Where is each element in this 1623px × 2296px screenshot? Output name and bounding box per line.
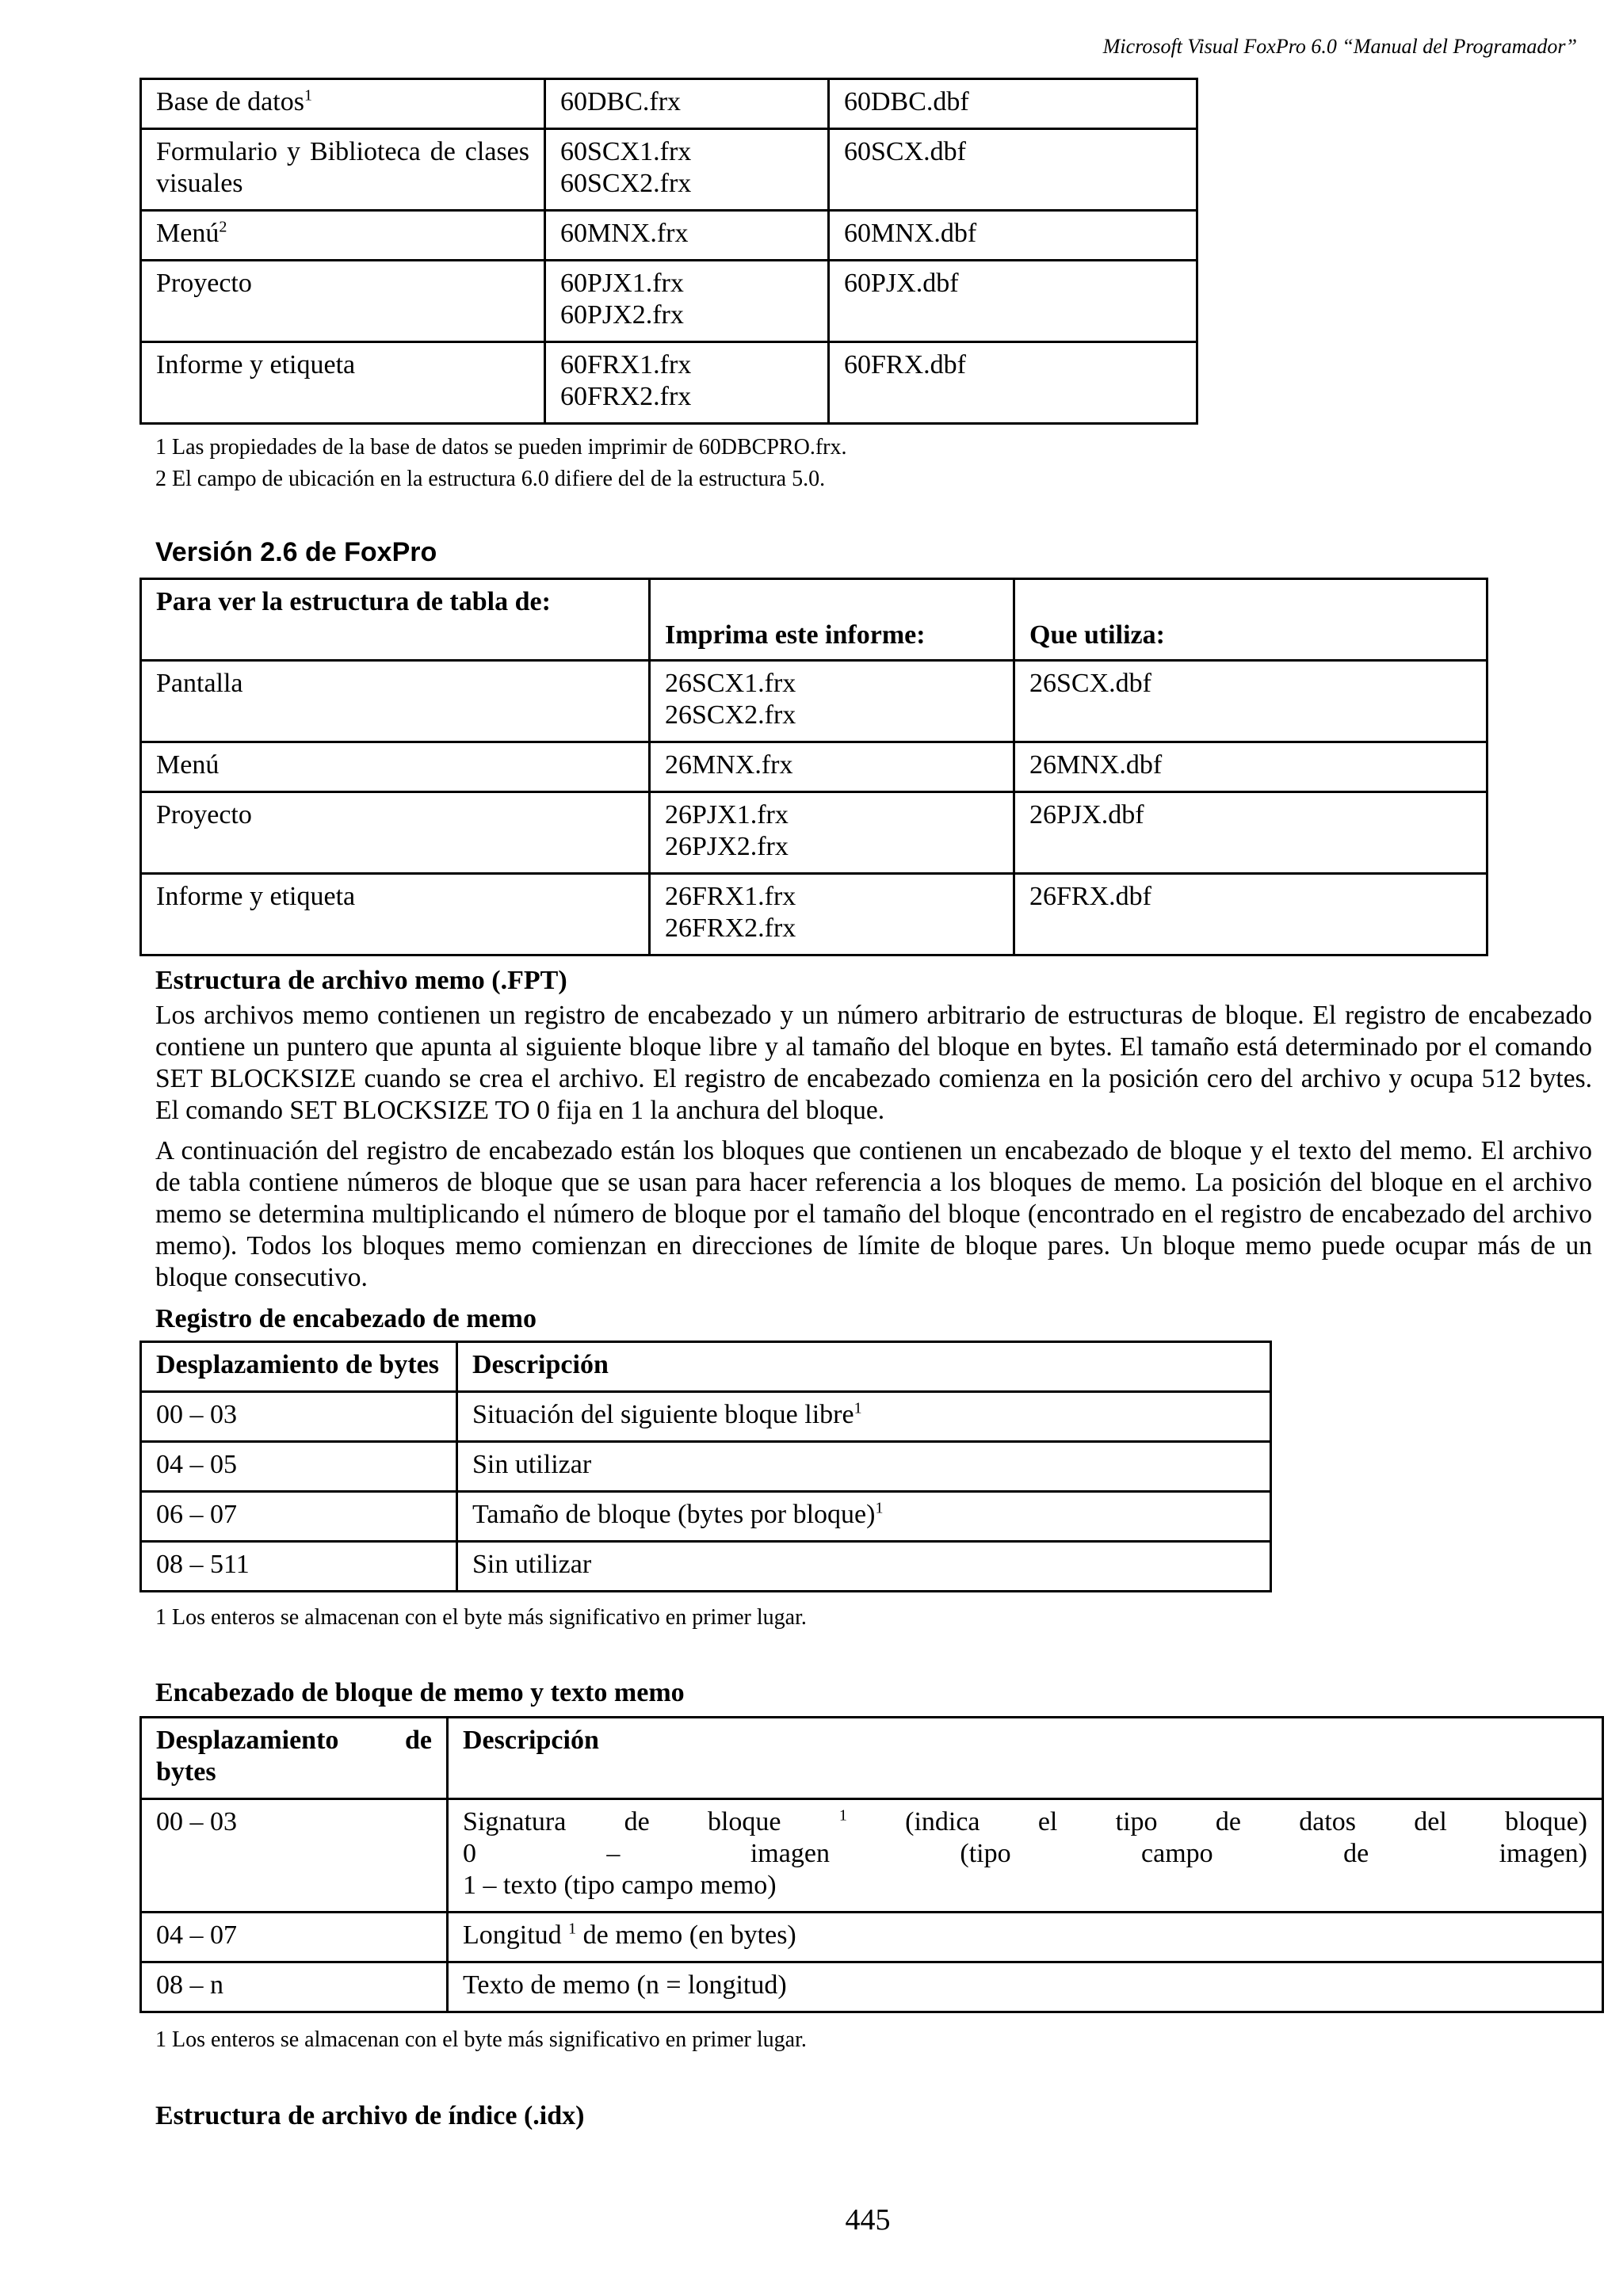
table-cell: 60PJX.dbf: [829, 261, 1197, 342]
table-cell: 08 – 511: [141, 1542, 457, 1592]
column-header: Descripción: [448, 1718, 1603, 1799]
table-cell: 26SCX.dbf: [1014, 661, 1487, 742]
page-number: 445: [845, 2203, 891, 2237]
table-cell: 26MNX.frx: [650, 742, 1014, 792]
table-cell: 06 – 07: [141, 1492, 457, 1542]
table-cell: 60DBC.dbf: [829, 79, 1197, 129]
column-header: Que utiliza:: [1014, 579, 1487, 661]
footnote: 1 Las propiedades de la base de datos se pueden imprimir de 60DBCPRO.frx.: [155, 435, 847, 460]
table-cell: Signatura de bloque $^1$ (indica el tipo de datos del bloque) 0 – imagen (tipo campo de imagen) 1 – texto (tipo campo memo): [448, 1799, 1603, 1913]
table-row: [141, 1392, 1271, 1442]
memo-block-header-table: [139, 1716, 1604, 2013]
table-cell: Proyecto: [141, 261, 545, 342]
table-cell: Menú$^2$: [141, 211, 545, 261]
table-cell: Informe y etiqueta: [141, 874, 650, 955]
structure-table-60: [139, 78, 1198, 425]
table-cell: 26PJX1.frx 26PJX2.frx: [650, 792, 1014, 874]
column-header: Desplazamiento de bytes: [141, 1718, 448, 1799]
column-header: Imprima este informe:: [650, 579, 1014, 661]
table-cell: Menú: [141, 742, 650, 792]
table-row: [141, 129, 1197, 211]
table-cell: 60DBC.frx: [545, 79, 829, 129]
table-cell: 00 – 03: [141, 1392, 457, 1442]
table-cell: 60PJX1.frx 60PJX2.frx: [545, 261, 829, 342]
table-row: [141, 79, 1197, 129]
table-cell: 26SCX1.frx 26SCX2.frx: [650, 661, 1014, 742]
table-row: [141, 342, 1197, 424]
table-cell: 26FRX1.frx 26FRX2.frx: [650, 874, 1014, 955]
table-row: [141, 1442, 1271, 1492]
table-row: [141, 1799, 1603, 1913]
table-cell: 00 – 03: [141, 1799, 448, 1913]
table-cell: Sin utilizar: [457, 1442, 1271, 1492]
table-cell: 26MNX.dbf: [1014, 742, 1487, 792]
subsection-heading: Registro de encabezado de memo: [155, 1304, 537, 1333]
table-cell: Informe y etiqueta: [141, 342, 545, 424]
table-header-row: [141, 1718, 1603, 1799]
table-row: [141, 792, 1487, 874]
footnote: 2 El campo de ubicación en la estructura 6.0 difiere del de la estructura 5.0.: [155, 467, 826, 491]
table-row: [141, 874, 1487, 955]
subsection-heading: Estructura de archivo de índice (.idx): [155, 2101, 585, 2130]
running-header: Microsoft Visual FoxPro 6.0 “Manual del Programador”: [1102, 35, 1577, 58]
table-cell: 04 – 07: [141, 1913, 448, 1962]
table-cell: 60MNX.dbf: [829, 211, 1197, 261]
table-header-row: [141, 1342, 1271, 1392]
table-row: [141, 1962, 1603, 2012]
footnote: 1 Los enteros se almacenan con el byte más significativo en primer lugar.: [155, 2027, 807, 2052]
structure-table-26: [139, 578, 1488, 956]
subsection-heading: Encabezado de bloque de memo y texto memo: [155, 1678, 685, 1707]
table-row: [141, 1913, 1603, 1962]
table-row: [141, 742, 1487, 792]
table-cell: Tamaño de bloque (bytes por bloque)$^1$: [457, 1492, 1271, 1542]
paragraph: A continuación del registro de encabezado están los bloques que contienen un encabezado de bloque y el texto del memo. El archivo de tabla contiene números de bloque que se usan para hacer referencia a los bloques de memo. La posición del bloque en el archivo memo se determina multiplicando el número de bloque por el tamaño del bloque (encontrado en el registro de encabezado del archivo memo). Todos los bloques memo comienzan en direcciones de límite de bloque pares. Un bloque memo puede ocupar más de un bloque consecutivo.: [155, 1136, 1592, 1292]
column-header: Desplazamiento de bytes: [141, 1342, 457, 1392]
table-row: [141, 661, 1487, 742]
column-header: Para ver la estructura de tabla de:: [141, 579, 650, 661]
table-row: [141, 261, 1197, 342]
table-cell: Texto de memo (n = longitud): [448, 1962, 1603, 2012]
table-cell: 60SCX.dbf: [829, 129, 1197, 211]
table-cell: Longitud $^1$ de memo (en bytes): [448, 1913, 1603, 1962]
table-cell: 26FRX.dbf: [1014, 874, 1487, 955]
table-cell: Proyecto: [141, 792, 650, 874]
footnote: 1 Los enteros se almacenan con el byte más significativo en primer lugar.: [155, 1605, 807, 1630]
paragraph: Los archivos memo contienen un registro de encabezado y un número arbitrario de estructuras de bloque. El registro de encabezado contiene un puntero que apunta al siguiente bloque libre y al tamaño del bloque en bytes. El tamaño está determinado por el comando SET BLOCKSIZE cuando se crea el archivo. El registro de encabezado comienza en la posición cero del archivo y ocupa 512 bytes. El comando SET BLOCKSIZE TO 0 fija en 1 la anchura del bloque.: [155, 1001, 1592, 1125]
table-cell: 04 – 05: [141, 1442, 457, 1492]
table-cell: 60SCX1.frx 60SCX2.frx: [545, 129, 829, 211]
column-header: Descripción: [457, 1342, 1271, 1392]
table-cell: 60MNX.frx: [545, 211, 829, 261]
table-cell: Situación del siguiente bloque libre$^1$: [457, 1392, 1271, 1442]
subsection-heading: Estructura de archivo memo (.FPT): [155, 966, 567, 995]
table-row: [141, 1542, 1271, 1592]
table-cell: Base de datos$^1$: [141, 79, 545, 129]
table-cell: 60FRX1.frx 60FRX2.frx: [545, 342, 829, 424]
table-row: [141, 1492, 1271, 1542]
table-cell: 26PJX.dbf: [1014, 792, 1487, 874]
table-cell: Pantalla: [141, 661, 650, 742]
table-row: [141, 211, 1197, 261]
table-cell: 08 – n: [141, 1962, 448, 2012]
table-cell: 60FRX.dbf: [829, 342, 1197, 424]
table-header-row: [141, 579, 1487, 661]
memo-header-record-table: [139, 1341, 1272, 1592]
section-heading: Versión 2.6 de FoxPro: [155, 537, 437, 567]
table-cell: Formulario y Biblioteca de clases visuales: [141, 129, 545, 211]
table-cell: Sin utilizar: [457, 1542, 1271, 1592]
